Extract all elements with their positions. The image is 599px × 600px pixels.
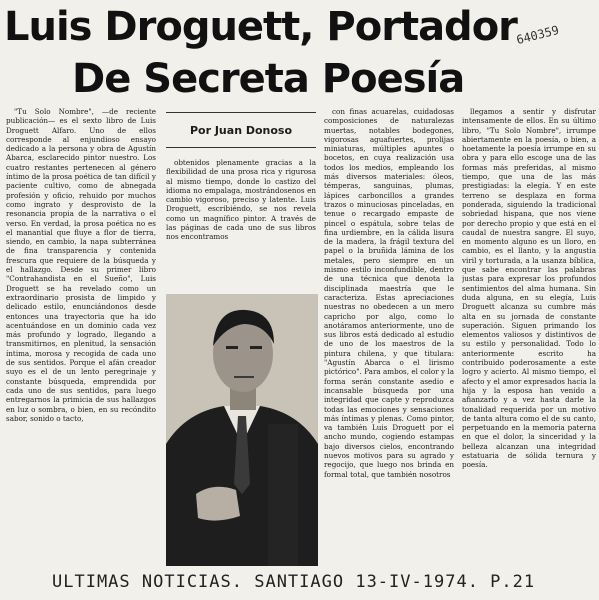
column-3-text: con finas acuarelas, cuidadosas composiciones de naturalezas muertas, notables bodegones, vigorosas aguafuertes, prolijas miniaturas, múltiples apuntes o bocetos, en cuya realización usa todos los medios, empleando los más diversos materiales: óleos, témperas, sanguinas, plumas, lápices carboncillos a grandes trazos o minuciosas pinceladas, en tenue o recargado empaste de pincel o espátula, sobre telas de fina urdiembre, en la cálida lisura de la madera, la frágil textura del papel o la bruñida lámina de los metales, pero siempre en un mismo estilo inconfundible, dentro de una técnica que denota la disciplinada maestría que le caracteriza. Estas apreciaciones nuestras no obedecen a un mero capricho por algo, como lo anotáramos anteriormente, uno de sus libros está dedicado al estudio de uno de los maestros de la pintura chilena, y que titulara: "Agustín Abarca o el lirismo pictórico". Para ambos, el color y la forma serán constante asedio e incansable búsqueda por una integridad que capte y reproduzca todas las emociones y sensaciones más íntimas y plenas. Como pintor, va también Luis Droguett por el ancho mundo, cogiendo estampas bajo diversos cielos, encontrando nuevos motivos para su agrado y regocijo, que luego nos brinda en formal total, que también nosotros bbox=[324, 107, 454, 479]
author-portrait-photo bbox=[166, 294, 318, 566]
article-column-1 bbox=[6, 107, 156, 565]
handwritten-source-note: ULTIMAS NOTICIAS. SANTIAGO 13-IV-1974. P.21 bbox=[52, 572, 536, 592]
column-1-text: "Tu Solo Nombre", —de reciente publicación— es el sexto libro de Luis Droguett Alfaro. Uno de ellos corresponde al enjundioso ensayo dedicado a la persona y obra de Agustín Abarca, esclarecido pintor nuestro. Los cuatro restantes pertenecen al género íntimo de la prosa poética de tan difícil y paciente cultivo, como de abnegada profesión y oficio, rehuido por muchos como ingrato y desprovisto de la resonancia propia de la narrativa o el verso. En verdad, la prosa poética no es el manantial que fluye a flor de tierra, siendo, en cambio, la napa subterránea de fina transparencia y contenida frescura que requiere de la búsqueda y el hallazgo. Desde su primer libro "Contrahandista en el Sueño", Luis Droguett se ha revelado como un extraordinario prosista de limpido y delicado estilo, enunciándonos desde entonces una trayectoria que ha ido acentuándose en un dominio cada vez más profundo y logrado, llegando a transmitirnos, en plenitud, la sensación íntima, morosa y recogida de cada uno de sus sentidos. Porque el afán creador suyo es el de un lento peregrinaje y constante búsqueda, emprendida por cada uno de sus sentidos, para luego entregarnos la primicia de sus hallazgos en luz o sombra, o bien, en su recóndito sabor, sonido o tacto, bbox=[6, 107, 156, 423]
byline: Por Juan Donoso bbox=[166, 112, 316, 148]
headline-line-2: De Secreta Poesía bbox=[72, 56, 465, 102]
article-column-2 bbox=[166, 158, 316, 288]
handwritten-catalog-number: 640359 bbox=[514, 22, 561, 48]
column-4-text: llegamos a sentir y disfrutar intensamente de ellos. En su último libro, "Tu Solo Nombre", irrumpe abiertamente en la poesía, o bien, a hoetamente la poesía irrumpe en su obra y para ello escoge una de las formas más preferidas, al mismo tiempo, que una de las más prestigiadas: la elegía. Y en este terreno se desplaza en forma ponderada, siguiendo la tradicional sobriedad hispana, que nos viene por derecho propio y que está en el caudal de nuestra sangre. El suyo, en momento alguno es un lloro, en cambio, es el llanto, y la angustia viril y torturada, a la usanza bíblica, que sabe encontrar las palabras justas para expresar los profundos sentimientos del alma humana. Sin duda alguna, en su elegía, Luis Droguett alcanza su cumbre más alta en su jornada de constante superación. Siguen primando los elementos valiosos y distintivos de su estilo y personalidad. Todo lo anteriormente escrito ha contribuido poderosamente a este logro y acierto. Al mismo tiempo, el afecto y el amor expresados hacia la hija y la esposa han venido a afianzarlo y a vez hasta darle la tonalidad requerida por un motivo de tanta altura como el de su canto, perpetuando en la memoria paterna en que el dolor, la sinceridad y la belleza alcanzan una integridad estatuaria de sólida ternura y poesía. bbox=[462, 107, 596, 470]
headline-line-1: Luis Droguett, Portador bbox=[4, 4, 517, 50]
portrait-illustration bbox=[166, 294, 318, 566]
article-column-4 bbox=[462, 107, 596, 569]
column-2-text: obtenidos plenamente gracias a la flexibilidad de una prosa rica y rigurosa al mismo tiempo, donde lo castizo del idioma no empalaga, mostrándosenos en cambio vigoroso, preciso y latente. Luis Droguett, escribiéndo, se nos revela como un magnífico pintor. A través de las páginas de cada uno de sus libros nos encontramos bbox=[166, 158, 316, 242]
article-column-3 bbox=[324, 107, 454, 569]
